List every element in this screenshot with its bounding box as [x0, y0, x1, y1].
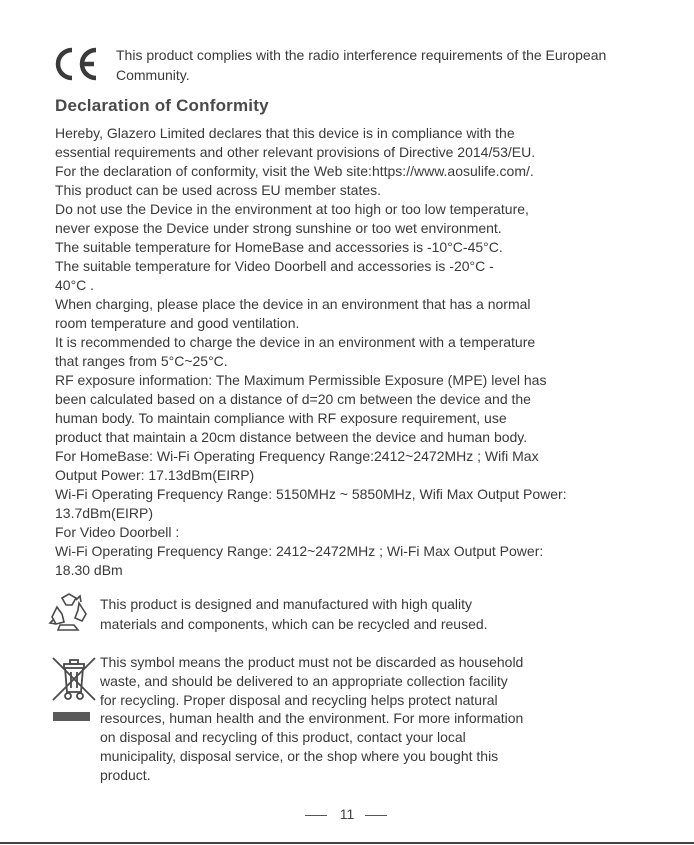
weee-line: waste, and should be delivered to an appropriate collection facility: [100, 672, 508, 689]
body-line: It is recommended to charge the device in an environment with a temperature: [55, 334, 536, 350]
page-number: 11: [339, 806, 355, 822]
body-line: 18.30 dBm: [55, 562, 123, 578]
footer-dash-right: [365, 815, 387, 816]
weee-line: for recycling. Proper disposal and recycling helps protect natural: [100, 691, 498, 708]
weee-notice: [48, 652, 648, 792]
body-line: Hereby, Glazero Limited declares that this device is in compliance with the: [55, 125, 515, 141]
body-line: never expose the Device under strong sunshine or too wet environment.: [55, 220, 502, 236]
weee-line: resources, human health and the environment. For more information: [100, 710, 524, 727]
body-line: This product can be used across EU member states.: [55, 182, 382, 198]
body-line: product that maintain a 20cm distance between the device and human body.: [55, 429, 528, 445]
recycle-line: This product is designed and manufactured with high quality: [100, 596, 472, 612]
body-line: When charging, please place the device in an environment that has a normal: [55, 296, 531, 312]
crossed-bin-icon: [50, 654, 98, 702]
recycle-text: [100, 595, 488, 634]
ce-notice: [52, 44, 652, 88]
body-line: For Video Doorbell :: [55, 524, 180, 540]
weee-line: product.: [100, 766, 151, 783]
weee-line: on disposal and recycling of this product, contact your local: [100, 729, 466, 746]
body-line: Output Power: 17.13dBm(EIRP): [55, 467, 255, 483]
body-line: RF exposure information: The Maximum Permissible Exposure (MPE) level has: [55, 372, 547, 388]
body-line: Do not use the Device in the environment at too high or too low temperature,: [55, 201, 529, 217]
body-line: human body. To maintain compliance with RF exposure requirement, use: [55, 410, 507, 426]
weee-text: [100, 653, 523, 785]
body-line: Wi-Fi Operating Frequency Range: 5150MHz ~ 5850MHz, Wifi Max Output Power:: [55, 486, 567, 502]
weee-line: municipality, disposal service, or the shop where you bought this: [100, 747, 499, 764]
section-heading: Declaration of Conformity: [55, 96, 269, 115]
page-footer: [0, 806, 694, 824]
ce-notice-text: This product complies with the radio interference requirements of the European Community.: [116, 47, 607, 83]
body-line: that ranges from 5°C~25°C.: [55, 353, 228, 369]
footer-dash-left: [305, 815, 327, 816]
bottom-rule: [0, 842, 694, 844]
recycle-icon: [48, 592, 90, 632]
weee-bar: [53, 712, 90, 721]
body-line: been calculated based on a distance of d=20 cm between the device and the: [55, 391, 531, 407]
body-line: essential requirements and other relevant provisions of Directive 2014/53/EU.: [55, 144, 536, 160]
declaration-body: [55, 124, 655, 580]
body-line: For the declaration of conformity, visit the Web site:https://www.aosulife.com/.: [55, 163, 534, 179]
body-line: Wi-Fi Operating Frequency Range: 2412~2472MHz ; Wi-Fi Max Output Power:: [55, 543, 544, 559]
weee-line: This symbol means the product must not be discarded as household: [100, 654, 524, 670]
body-line: room temperature and good ventilation.: [55, 315, 300, 331]
ce-mark-icon: [52, 44, 100, 84]
recycle-line: materials and components, which can be recycled and reused.: [100, 615, 488, 632]
body-line: 40°C .: [55, 277, 95, 293]
body-line: The suitable temperature for Video Doorbell and accessories is -20°C -: [55, 258, 494, 274]
body-line: For HomeBase: Wi-Fi Operating Frequency Range:2412~2472MHz ; Wifi Max: [55, 448, 539, 464]
body-line: The suitable temperature for HomeBase and accessories is -10°C-45°C.: [55, 239, 503, 255]
recycle-notice: [48, 592, 648, 636]
body-line: 13.7dBm(EIRP): [55, 505, 154, 521]
